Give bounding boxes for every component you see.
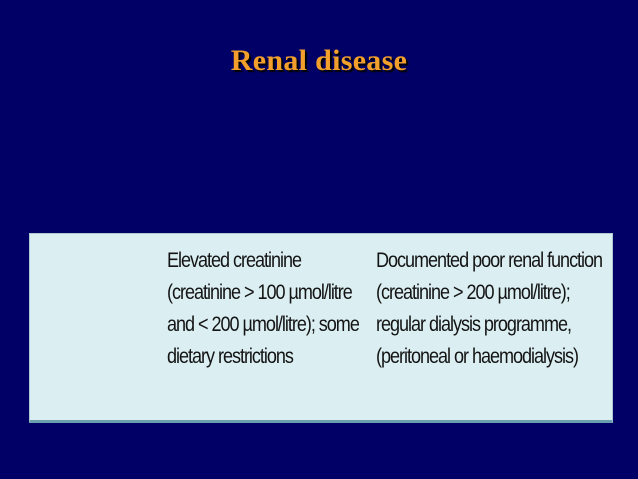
table-cell-line: regular dialysis programme, xyxy=(376,313,571,336)
table-cell-left xyxy=(167,245,359,373)
table-cell-line: (creatinine > 200 µmol/litre); xyxy=(376,281,570,304)
table-cell-right xyxy=(376,245,602,373)
table-cell-line: and < 200 µmol/litre); some xyxy=(167,313,359,336)
table-cell-line: (creatinine > 100 µmol/litre xyxy=(167,281,352,304)
table-panel xyxy=(29,233,613,423)
table-cell-line: Documented poor renal function xyxy=(376,249,603,272)
table-cell-line: Elevated creatinine xyxy=(167,249,302,272)
slide-title: Renal disease xyxy=(230,44,408,77)
table-cell-line: dietary restrictions xyxy=(167,345,293,368)
table-cell-line: (peritoneal or haemodialysis) xyxy=(376,345,578,368)
